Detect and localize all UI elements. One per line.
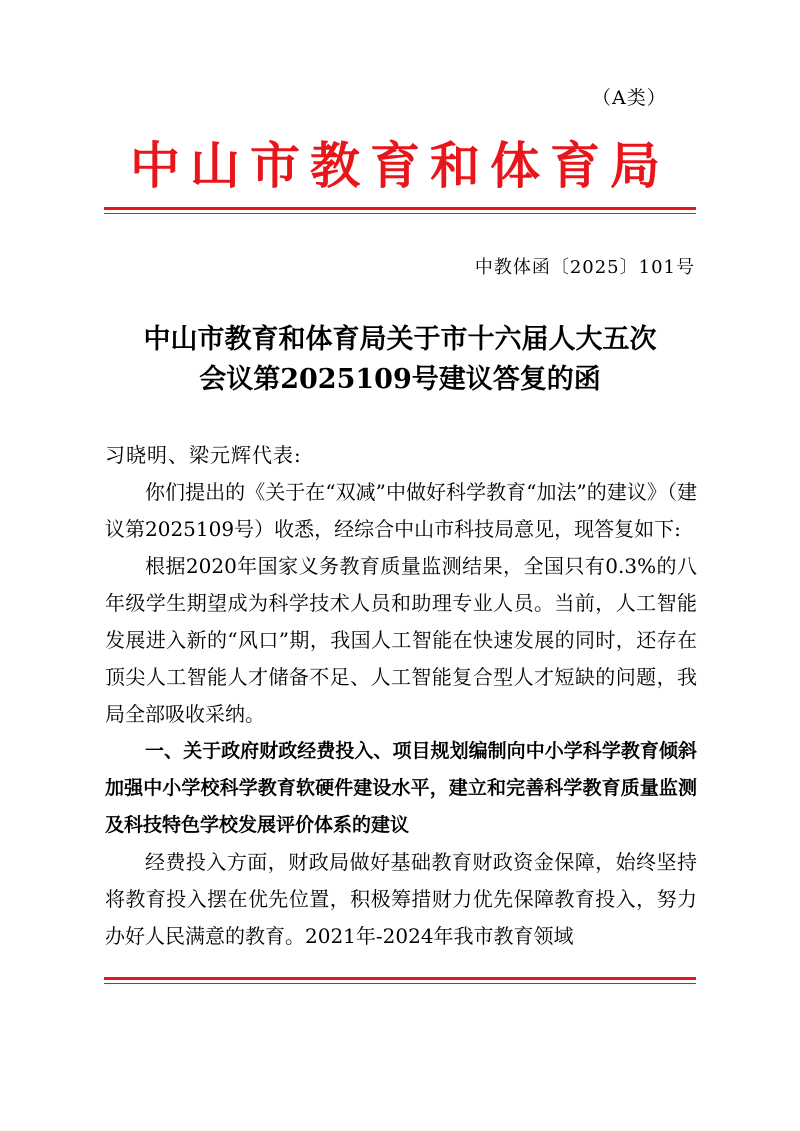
- paragraph-2: 根据2020年国家义务教育质量监测结果，全国只有0.3%的八年级学生期望成为科学技术人员和助理专业人员。当前，人工智能发展进入新的“风口”期，我国人工智能在快速发展的同时，还存在顶尖人工智能人才储备不足、人工智能复合型人才短缺的问题，我局全部吸收采纳。: [105, 554, 697, 726]
- document-title-line-1: 中山市教育和体育局关于市十六届人大五次: [143, 324, 657, 355]
- document-number: 中教体函〔2025〕101号: [474, 257, 695, 278]
- document-title-line-2: 会议第2025109号建议答复的函: [199, 364, 601, 395]
- issuer-masthead: 中山市教育和体育局: [130, 137, 670, 195]
- section-heading-1: 一、关于政府财政经费投入、项目规划编制向中小学科学教育倾斜加强中小学校科学教育软硬件建设水平，建立和完善科学教育质量监测及科技特色学校发展评价体系的建议: [105, 740, 697, 836]
- paragraph-1: 你们提出的《关于在“双减”中做好科学教育“加法”的建议》（建议第2025109号）收悉，经综合中山市科技局意见，现答复如下:: [105, 480, 697, 541]
- masthead-divider-thin: [104, 213, 696, 214]
- paragraph-3: 经费投入方面，财政局做好基础教育财政资金保障，始终坚持将教育投入摆在优先位置，积极筹措财力优先保障教育投入，努力办好人民满意的教育。2021年-2024年我市教育领域: [105, 850, 697, 948]
- masthead-divider-thick: [104, 207, 696, 210]
- document-title: [100, 320, 700, 400]
- document-body: [105, 437, 697, 955]
- footer-divider-thin: [104, 983, 696, 984]
- document-category: （A类）: [592, 87, 667, 109]
- salutation: 习晓明、梁元辉代表:: [105, 443, 302, 467]
- footer-divider-thick: [104, 977, 696, 980]
